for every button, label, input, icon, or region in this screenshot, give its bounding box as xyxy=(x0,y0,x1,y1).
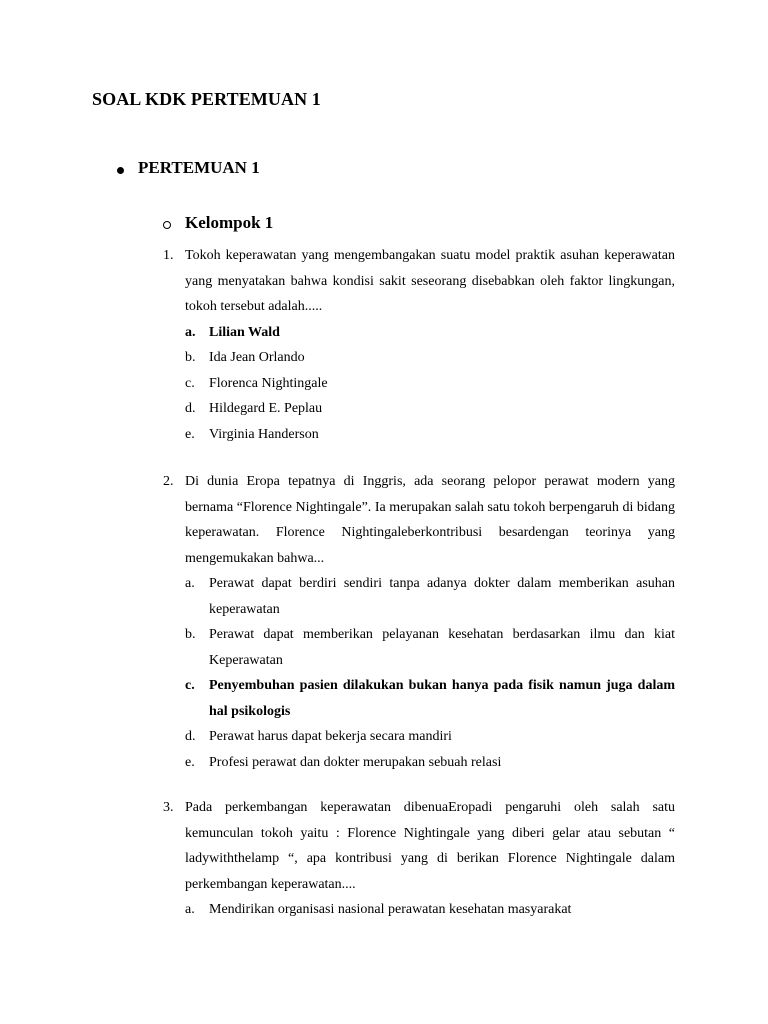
question-2 xyxy=(163,469,675,775)
question-text: Pada perkembangan keperawatan dibenuaEropadi pengaruhi oleh salah satu kemunculan tokoh yaitu : Florence Nightingale yang diberi gelar atau sebutan “ ladywiththelamp “, apa kontribusi yang di berikan Florence Nightingale dalam perkembangan keperawatan.... xyxy=(185,800,675,892)
option-letter: c. xyxy=(185,678,195,693)
option-text: Lilian Wald xyxy=(209,324,280,340)
section-label: PERTEMUAN 1 xyxy=(138,158,260,177)
option-letter: d. xyxy=(185,729,196,744)
option-letter: b. xyxy=(185,350,196,365)
option-text: Florenca Nightingale xyxy=(209,375,328,391)
option-text: Ida Jean Orlando xyxy=(209,350,305,365)
option-text: Mendirikan organisasi nasional perawatan kesehatan masyarakat xyxy=(209,902,572,917)
option-e xyxy=(185,750,675,776)
option-a xyxy=(185,571,675,622)
option-letter: b. xyxy=(185,627,196,642)
document-title: SOAL KDK PERTEMUAN 1 xyxy=(92,89,321,109)
option-text: Profesi perawat dan dokter merupakan sebuah relasi xyxy=(209,754,502,770)
option-e xyxy=(185,422,675,448)
option-a xyxy=(185,897,675,923)
option-text: Hildegard E. Peplau xyxy=(209,401,323,416)
option-text: Virginia Handerson xyxy=(209,426,319,442)
option-letter: e. xyxy=(185,426,195,442)
question-number: 3. xyxy=(163,800,174,815)
question-number: 1. xyxy=(163,248,174,263)
circle-bullet-icon xyxy=(163,221,171,229)
option-b xyxy=(185,622,675,673)
option-list xyxy=(185,897,675,923)
option-letter: a. xyxy=(185,576,195,591)
option-c xyxy=(185,371,675,397)
question-number: 2. xyxy=(163,474,174,489)
option-text: Perawat harus dapat bekerja secara mandiri xyxy=(209,729,452,744)
option-text: Perawat dapat berdiri sendiri tanpa adanya dokter dalam memberikan asuhan keperawatan xyxy=(209,576,675,617)
option-c-correct xyxy=(185,673,675,724)
question-text: Tokoh keperawatan yang mengembangakan suatu model praktik asuhan keperawatan yang menyatakan bahwa kondisi sakit seseorang disebabkan oleh faktor lingkungan, tokoh tersebut adalah..... xyxy=(185,248,675,314)
subsection-label: Kelompok 1 xyxy=(185,213,274,232)
option-letter: a. xyxy=(185,902,195,917)
bullet-icon xyxy=(117,167,124,174)
option-d xyxy=(185,396,675,422)
option-a-correct xyxy=(185,320,675,346)
option-text: Perawat dapat memberikan pelayanan kesehatan berdasarkan ilmu dan kiat Keperawatan xyxy=(209,627,675,668)
question-3 xyxy=(163,795,675,923)
option-letter: a. xyxy=(185,324,196,340)
option-text: Penyembuhan pasien dilakukan bukan hanya pada fisik namun juga dalam hal psikologis xyxy=(209,678,675,719)
option-letter: e. xyxy=(185,754,195,770)
question-1 xyxy=(163,243,675,447)
option-letter: d. xyxy=(185,401,196,416)
option-b xyxy=(185,345,675,371)
option-list xyxy=(185,320,675,448)
question-text: Di dunia Eropa tepatnya di Inggris, ada seorang pelopor perawat modern yang bernama “Florence Nightingale”. Ia merupakan salah satu tokoh berpengaruh di bidang keperawatan. Florence Nightingaleberkontribusi besardengan teorinya yang mengemukakan bahwa... xyxy=(185,474,675,566)
option-letter: c. xyxy=(185,375,195,391)
option-list xyxy=(185,571,675,775)
option-d xyxy=(185,724,675,750)
